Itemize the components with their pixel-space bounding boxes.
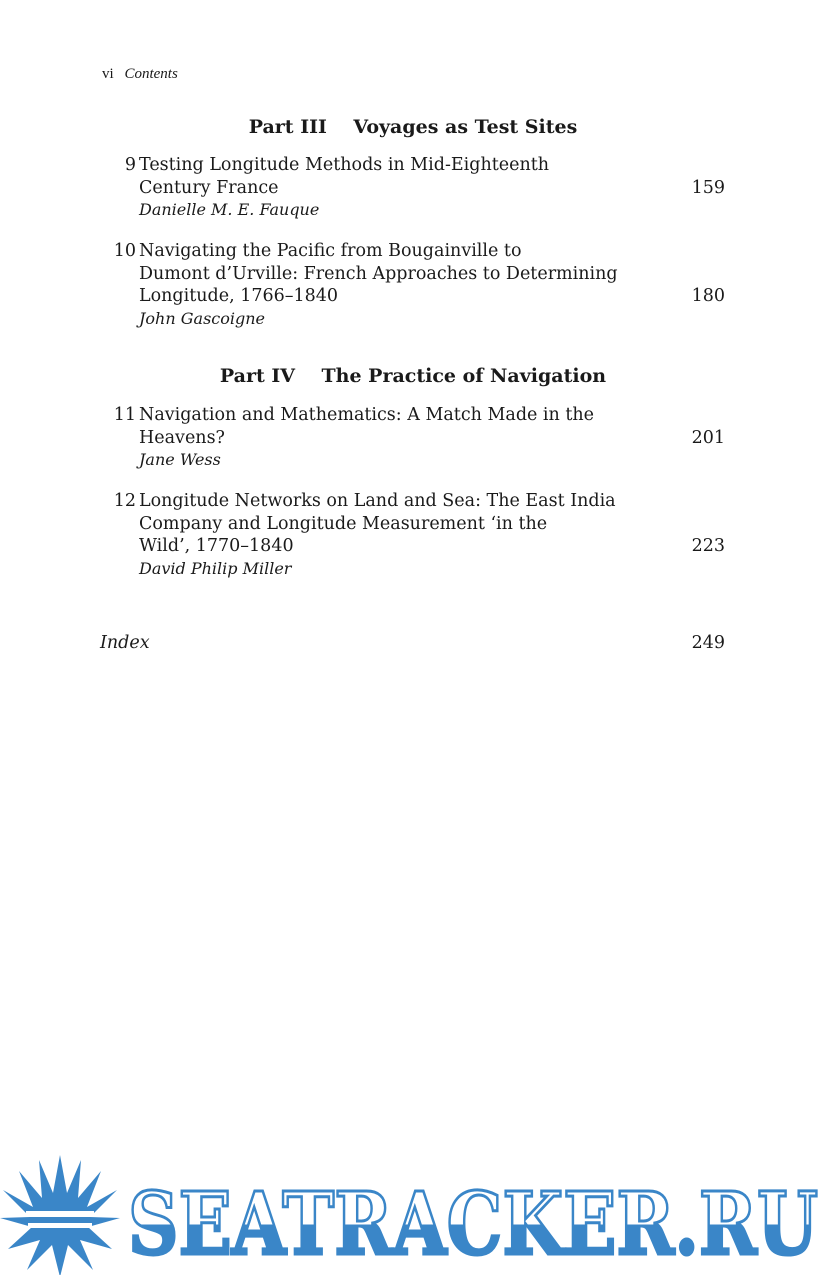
toc-entry-chapter-11[interactable]	[100, 404, 725, 472]
chapter-page-number: 159	[691, 177, 725, 198]
running-head-title: Contents	[124, 66, 178, 82]
watermark-logo	[0, 1150, 826, 1275]
watermark-text: SEATRACKER.RU	[128, 1174, 818, 1275]
chapter-page-number: 223	[691, 536, 725, 556]
chapter-title-line: Longitude, 1766–1840	[139, 286, 339, 306]
page-folio: vi	[102, 66, 114, 82]
chapter-title-line: Wild’, 1770–1840	[139, 536, 294, 556]
chapter-number: 11	[113, 405, 136, 425]
toc-entry-chapter-9[interactable]	[100, 154, 725, 222]
chapter-page-number: 180	[691, 286, 725, 306]
chapter-title-line: Heavens?	[139, 427, 225, 448]
chapter-title-line: Navigating the Pacific from Bougainville to	[139, 241, 522, 261]
chapter-number: 10	[113, 241, 136, 261]
index-page-number: 249	[691, 633, 725, 653]
chapter-title-line: Century France	[139, 177, 279, 198]
part-heading-iv	[0, 365, 826, 387]
part-title: Voyages as Test Sites	[353, 116, 578, 138]
toc-entry-chapter-12[interactable]	[100, 490, 725, 580]
chapter-title-line: Longitude Networks on Land and Sea: The East India	[139, 491, 616, 511]
chapter-page-number: 201	[691, 427, 725, 448]
chapter-title-line: Dumont d’Urville: French Approaches to Determining	[139, 263, 618, 284]
toc-entry-index[interactable]	[100, 633, 725, 653]
chapter-author: John Gascoigne	[139, 308, 265, 328]
part-title: The Practice of Navigation	[321, 365, 607, 387]
toc-entry-chapter-10[interactable]	[100, 240, 725, 330]
chapter-number: 12	[113, 491, 136, 511]
chapter-title-line: Testing Longitude Methods in Mid-Eighteenth	[139, 155, 550, 175]
part-heading-iii	[0, 116, 826, 138]
chapter-title-line: Company and Longitude Measurement ‘in the	[139, 513, 548, 534]
part-label: Part IV	[219, 365, 296, 387]
chapter-author: Danielle M. E. Fauque	[139, 200, 320, 219]
chapter-number: 9	[124, 155, 136, 175]
chapter-author: Jane Wess	[139, 450, 221, 469]
part-label: Part III	[248, 116, 327, 138]
sunburst-icon	[0, 1155, 120, 1275]
running-head	[102, 64, 178, 83]
chapter-title-line: Navigation and Mathematics: A Match Made in the	[139, 405, 595, 425]
chapter-author: David Philip Miller	[139, 558, 292, 578]
index-label: Index	[100, 633, 150, 653]
